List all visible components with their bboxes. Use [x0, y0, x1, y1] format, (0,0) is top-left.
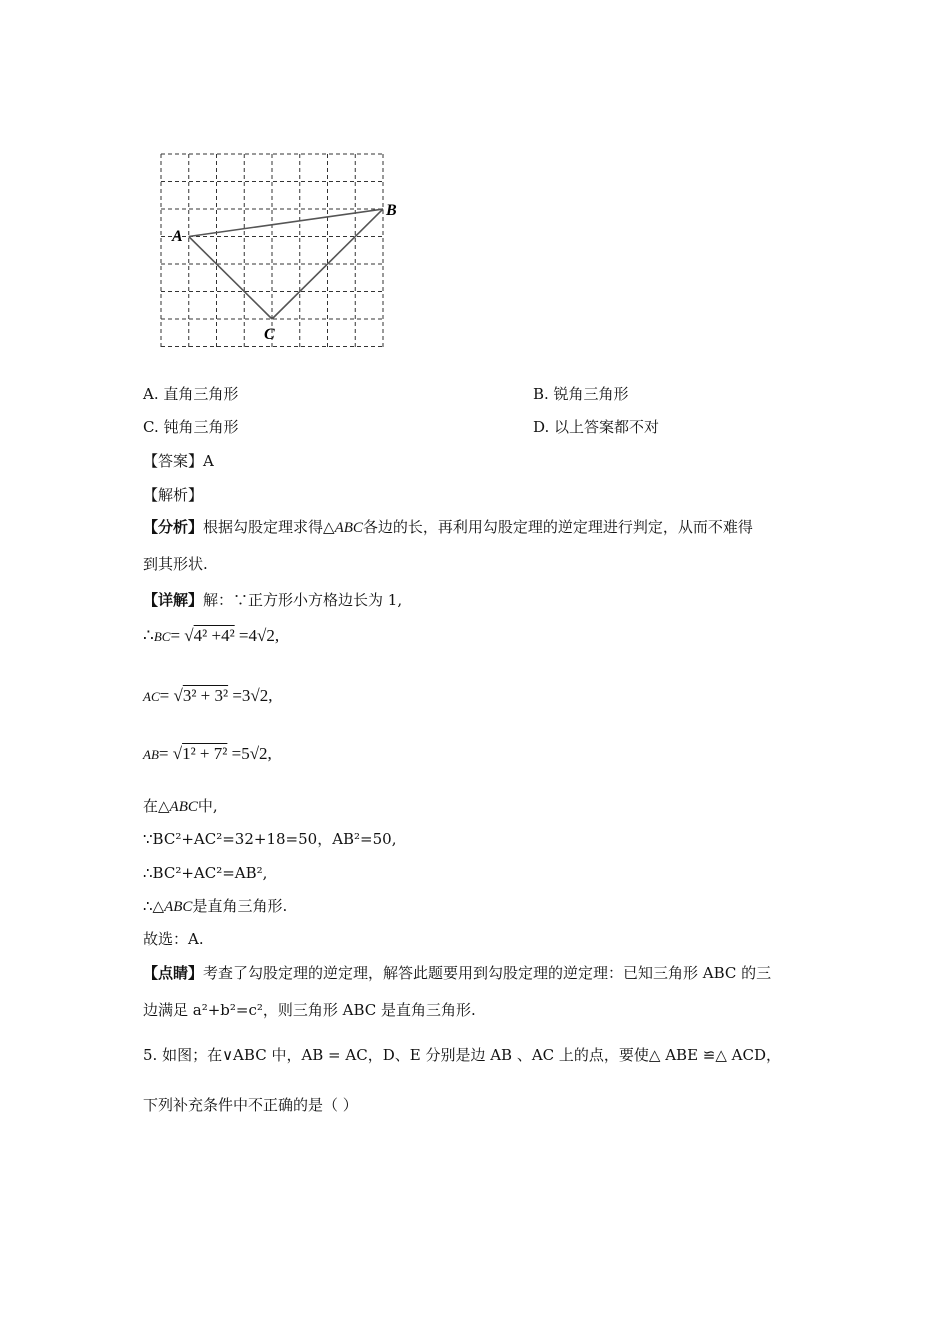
therefore-right-2: 是直角三角形. [192, 897, 288, 915]
therefore-sum-line: ∴BC²+AC²=AB², [143, 864, 268, 882]
eq-bc-sqrt: √4² +4² [184, 626, 235, 645]
detail-text: 解：∵正方形小方格边长为 1, [203, 591, 403, 609]
eq-ab-rhs: =5√2 [231, 744, 268, 763]
dianjing-line-1 [143, 963, 771, 983]
eq-bc-radicand: 4² +4² [193, 626, 235, 645]
therefore-symbol: ∴ [143, 626, 154, 645]
equation-bc [143, 626, 279, 646]
option-c: C. 钝角三角形 [143, 418, 239, 436]
option-a: A. 直角三角形 [143, 385, 239, 403]
fenxi-tag: 【分析】 [143, 518, 204, 536]
sum-line: ∵BC²+AC²=32+18=50，AB²=50, [143, 830, 397, 848]
answer-line: 【答案】A [143, 452, 214, 470]
option-d: D. 以上答案都不对 [533, 418, 660, 436]
eq-ac-eq: = [159, 686, 170, 705]
eq-ab-lhs: AB [143, 747, 159, 762]
therefore-right-line [143, 896, 287, 917]
vertex-label-a: A [172, 228, 183, 245]
fenxi-line-1 [143, 517, 753, 538]
eq-ac-lhs: AC [143, 689, 160, 704]
in-triangle-abc: ABC [169, 799, 198, 815]
eq-ac-sqrt: √3² + 3² [173, 686, 229, 705]
eq-ab-sqrt: √1² + 7² [172, 744, 228, 763]
dianjing-tag: 【点睛】 [143, 964, 204, 982]
fenxi-abc: ABC [334, 520, 363, 536]
eq-ac-radicand: 3² + 3² [182, 686, 229, 705]
dianjing-text-1: 考查了勾股定理的逆定理，解答此题要用到勾股定理的逆定理：已知三角形 ABC 的三 [203, 964, 772, 982]
grid-triangle-figure [150, 145, 410, 360]
fenxi-part1: 根据勾股定理求得△ [203, 518, 335, 536]
therefore-right-1: ∴△ [143, 897, 165, 915]
choice-line: 故选：A. [143, 930, 204, 948]
in-triangle-line [143, 796, 218, 817]
eq-bc-rhs: =4√2 [238, 626, 275, 645]
vertex-label-b: B [386, 202, 397, 219]
therefore-right-abc: ABC [164, 899, 193, 915]
question5-line-1: 5. 如图；在∨ABC 中，AB = AC，D、E 分别是边 AB 、AC 上的点，要使△ ABE ≌△ ACD， [143, 1046, 782, 1064]
analysis-heading: 【解析】 [143, 486, 204, 504]
fenxi-part2: 各边的长，再利用勾股定理的逆定理进行判定，从而不难得 [362, 518, 753, 536]
option-b: B. 锐角三角形 [533, 385, 629, 403]
equation-ac [143, 686, 273, 706]
eq-ab-radicand: 1² + 7² [182, 744, 228, 763]
question5-line-2: 下列补充条件中不正确的是（ ） [143, 1096, 358, 1114]
eq-ac-tail: , [268, 686, 273, 705]
fenxi-line-2: 到其形状. [143, 555, 208, 573]
dianjing-line-2: 边满足 a²+b²=c²，则三角形 ABC 是直角三角形. [143, 1001, 476, 1019]
eq-bc-lhs: BC [153, 629, 171, 644]
equation-ab [143, 744, 272, 764]
eq-ac-rhs: =3√2 [232, 686, 269, 705]
in-triangle-1: 在△ [143, 797, 170, 815]
eq-ab-tail: , [267, 744, 272, 763]
detail-line [143, 590, 402, 610]
eq-bc-tail: , [274, 626, 280, 645]
vertex-label-c: C [264, 326, 275, 343]
eq-ab-eq: = [158, 744, 169, 763]
in-triangle-2: 中, [197, 797, 218, 815]
detail-tag: 【详解】 [143, 591, 204, 609]
eq-bc-eq: = [170, 626, 181, 645]
